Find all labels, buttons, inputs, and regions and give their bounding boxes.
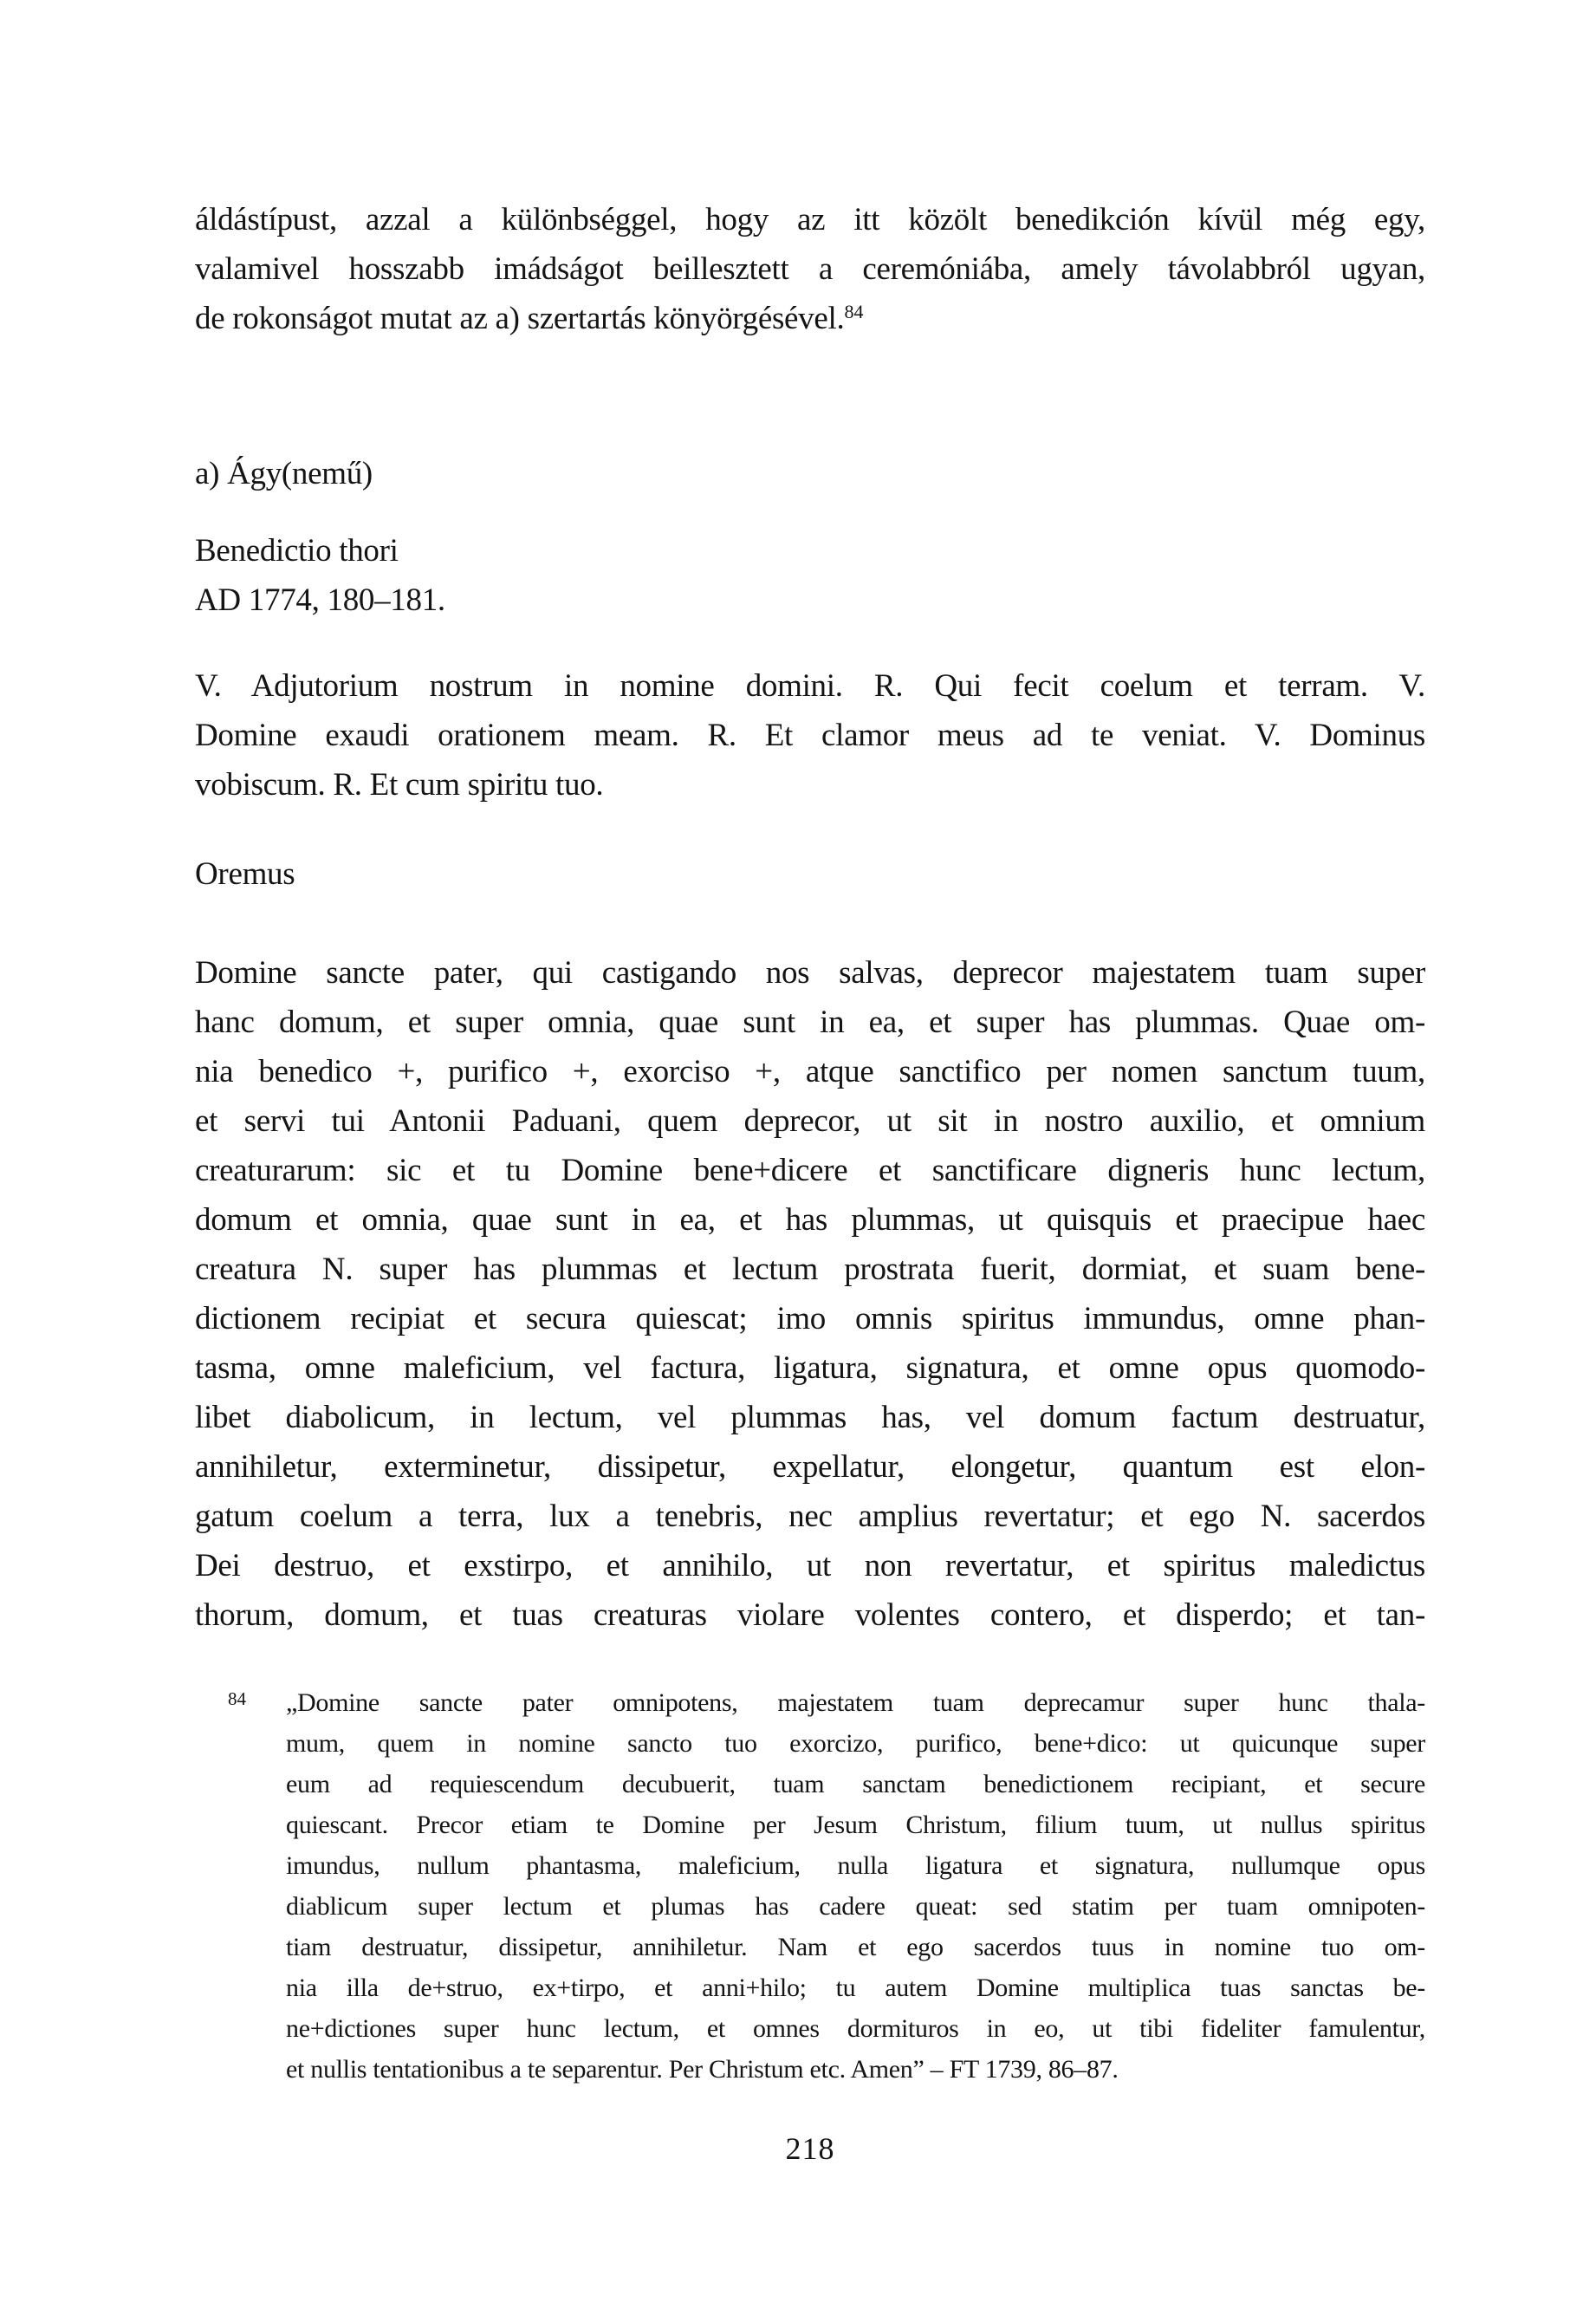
text-line: V. Adjutorium nostrum in nomine domini. R. Qui fecit coelum et terram. V. — [195, 668, 1425, 704]
text-line: tasma, omne maleficium, vel factura, ligatura, signatura, et omne opus quomodo- — [195, 1350, 1425, 1386]
text-line: nia illa de+struo, ex+tirpo, et anni+hilo; tu autem Domine multiplica tuas sanctas be- — [286, 1974, 1425, 2002]
text-line: eum ad requiescendum decubuerit, tuam sanctam benedictionem recipiant, et secure — [286, 1770, 1425, 1798]
text-line: mum, quem in nomine sancto tuo exorcizo, purifico, bene+dico: ut quicunque super — [286, 1729, 1425, 1758]
text-line: creatura N. super has plummas et lectum prostrata fuerit, dormiat, et suam bene- — [195, 1252, 1425, 1287]
text-line: Dei destruo, et exstirpo, et annihilo, ut non revertatur, et spiritus maledictus — [195, 1548, 1425, 1583]
text-line: dictionem recipiat et secura quiescat; imo omnis spiritus immundus, omne phan- — [195, 1301, 1425, 1336]
text-line: quiescant. Precor etiam te Domine per Jesum Christum, filium tuum, ut nullus spiritus — [286, 1811, 1425, 1839]
prayer-paragraph — [195, 948, 1425, 1640]
oremus-heading — [195, 849, 1425, 899]
section-heading — [195, 449, 1425, 498]
page-number: 218 — [785, 2131, 835, 2166]
text-line: Benedictio thori — [195, 533, 399, 569]
footnote-number: 84 — [228, 1688, 246, 1709]
text-line: imundus, nullum phantasma, maleficium, nulla ligatura et signatura, nullumque opus — [286, 1851, 1425, 1880]
source-reference — [195, 526, 1425, 625]
text-line: tiam destruatur, dissipetur, annihiletur. Nam et ego sacerdos tuus in nomine tuo om- — [286, 1933, 1425, 1961]
intro-justified-lines — [195, 195, 1425, 294]
versicle-justified-lines — [195, 661, 1425, 760]
oremus-label: Oremus — [195, 856, 295, 892]
text-line: et servi tui Antonii Paduani, quem deprecor, ut sit in nostro auxilio, et omnium — [195, 1103, 1425, 1139]
footnote-last-line: et nullis tentationibus a te separentur. Per Christum etc. Amen” – FT 1739, 86–87. — [286, 2055, 1119, 2084]
footnote-reference: 84 — [844, 300, 864, 322]
text-line: „Domine sancte pater omnipotens, majestatem tuam deprecamur super hunc thala- — [286, 1688, 1425, 1717]
footnote-justified-lines — [286, 1682, 1425, 2049]
text-line: creaturarum: sic et tu Domine bene+dicere et sanctificare digneris hunc lectum, — [195, 1153, 1425, 1188]
text-line: hanc domum, et super omnia, quae sunt in ea, et super has plummas. Quae om- — [195, 1005, 1425, 1040]
footnote-block — [195, 1682, 1425, 2090]
text-line: domum et omnia, quae sunt in ea, et has plummas, ut quisquis et praecipue haec — [195, 1202, 1425, 1238]
text-line: valamivel hosszabb imádságot beillesztett a ceremóniába, amely távolabbról ugyan, — [195, 251, 1425, 287]
intro-paragraph — [195, 195, 1425, 343]
text-line: ne+dictiones super hunc lectum, et omnes dormituros in eo, ut tibi fideliter famulentur, — [286, 2014, 1425, 2043]
section-heading-label: a) Ágy(nemű) — [195, 456, 373, 491]
text-line: gatum coelum a terra, lux a tenebris, nec amplius revertatur; et ego N. sacerdos — [195, 1499, 1425, 1534]
text-line: diablicum super lectum et plumas has cadere queat: sed statim per tuam omnipoten- — [286, 1892, 1425, 1921]
text-line: Domine exaudi orationem meam. R. Et clamor meus ad te veniat. V. Dominus — [195, 718, 1425, 753]
intro-last-line — [195, 294, 1425, 343]
text-line: thorum, domum, et tuas creaturas violare volentes contero, et disperdo; et tan- — [195, 1597, 1425, 1633]
intro-last-line-text: de rokonságot mutat az a) szertartás könyörgésével. — [195, 301, 845, 336]
text-line: annihiletur, exterminetur, dissipetur, expellatur, elongetur, quantum est elon- — [195, 1449, 1425, 1485]
versicle-last-line: vobiscum. R. Et cum spiritu tuo. — [195, 767, 604, 803]
versicle-paragraph — [195, 661, 1425, 810]
text-line: áldástípust, azzal a különbséggel, hogy az itt közölt benedikción kívül még egy, — [195, 202, 1425, 237]
text-line: Domine sancte pater, qui castigando nos salvas, deprecor majestatem tuam super — [195, 955, 1425, 991]
text-line: libet diabolicum, in lectum, vel plummas has, vel domum factum destruatur, — [195, 1400, 1425, 1435]
text-line: AD 1774, 180–181. — [195, 582, 445, 618]
text-line: nia benedico +, purifico +, exorciso +, atque sanctifico per nomen sanctum tuum, — [195, 1054, 1425, 1089]
